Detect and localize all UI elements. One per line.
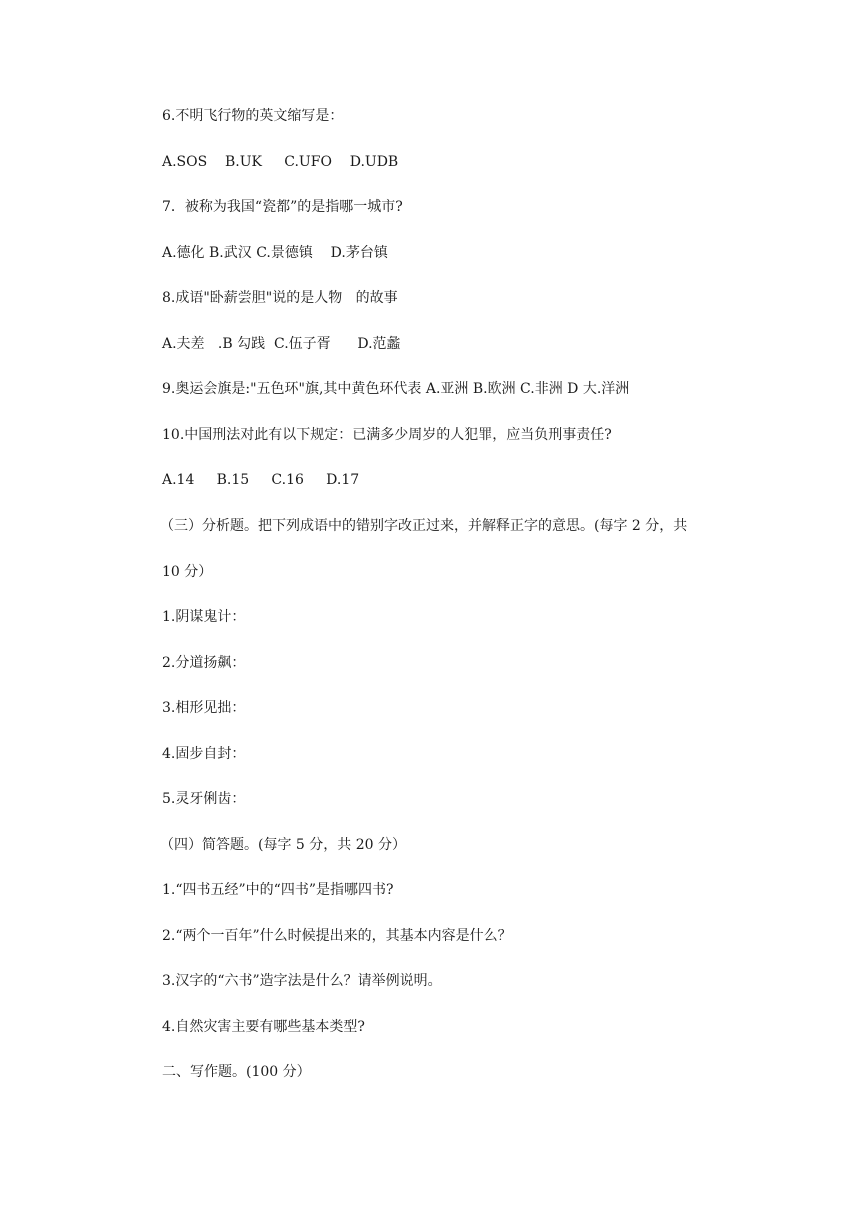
short-answer-4: 4.自然灾害主要有哪些基本类型? <box>162 1019 365 1035</box>
question-8-options: A.夫差 .B 勾践 C.伍子胥 D.范蠡 <box>162 336 401 352</box>
question-9: 9.奥运会旗是:"五色环"旗,其中黄色环代表 A.亚洲 B.欧洲 C.非洲 D 大.洋洲 <box>162 381 630 397</box>
question-10-options: A.14 B.15 C.16 D.17 <box>162 472 360 488</box>
idiom-4: 4.固步自封： <box>162 746 246 762</box>
idiom-3: 3.相形见拙： <box>162 700 246 716</box>
idiom-2: 2.分道扬飙： <box>162 655 246 671</box>
question-7: 7．被称为我国“瓷都”的是指哪一城市? <box>162 199 403 215</box>
section-3-heading-cont: 10 分） <box>162 564 213 580</box>
question-6: 6.不明飞行物的英文缩写是： <box>162 108 344 124</box>
question-10: 10.中国刑法对此有以下规定：已满多少周岁的人犯罪，应当负刑事责任? <box>162 427 612 443</box>
short-answer-3: 3.汉字的“六书”造字法是什么？请举例说明。 <box>162 973 442 989</box>
question-7-options: A.德化 B.武汉 C.景德镇 D.茅台镇 <box>162 245 388 261</box>
section-4-heading: （四）简答题。(每字 5 分，共 20 分） <box>160 837 406 853</box>
short-answer-1: 1.“四书五经”中的“四书”是指哪四书? <box>162 882 394 898</box>
section-3-heading: （三）分析题。把下列成语中的错别字改正过来，并解释正字的意思。(每字 2 分，共 <box>160 518 688 534</box>
question-6-options: A.SOS B.UK C.UFO D.UDB <box>162 154 399 170</box>
idiom-1: 1.阴谋鬼计： <box>162 609 246 625</box>
short-answer-2: 2.“两个一百年”什么时候提出来的，其基本内容是什么？ <box>162 928 512 944</box>
question-8: 8.成语"卧薪尝胆"说的是人物 的故事 <box>162 290 398 306</box>
idiom-5: 5.灵牙俐齿： <box>162 791 246 807</box>
writing-section-heading: 二、写作题。(100 分） <box>162 1064 311 1080</box>
